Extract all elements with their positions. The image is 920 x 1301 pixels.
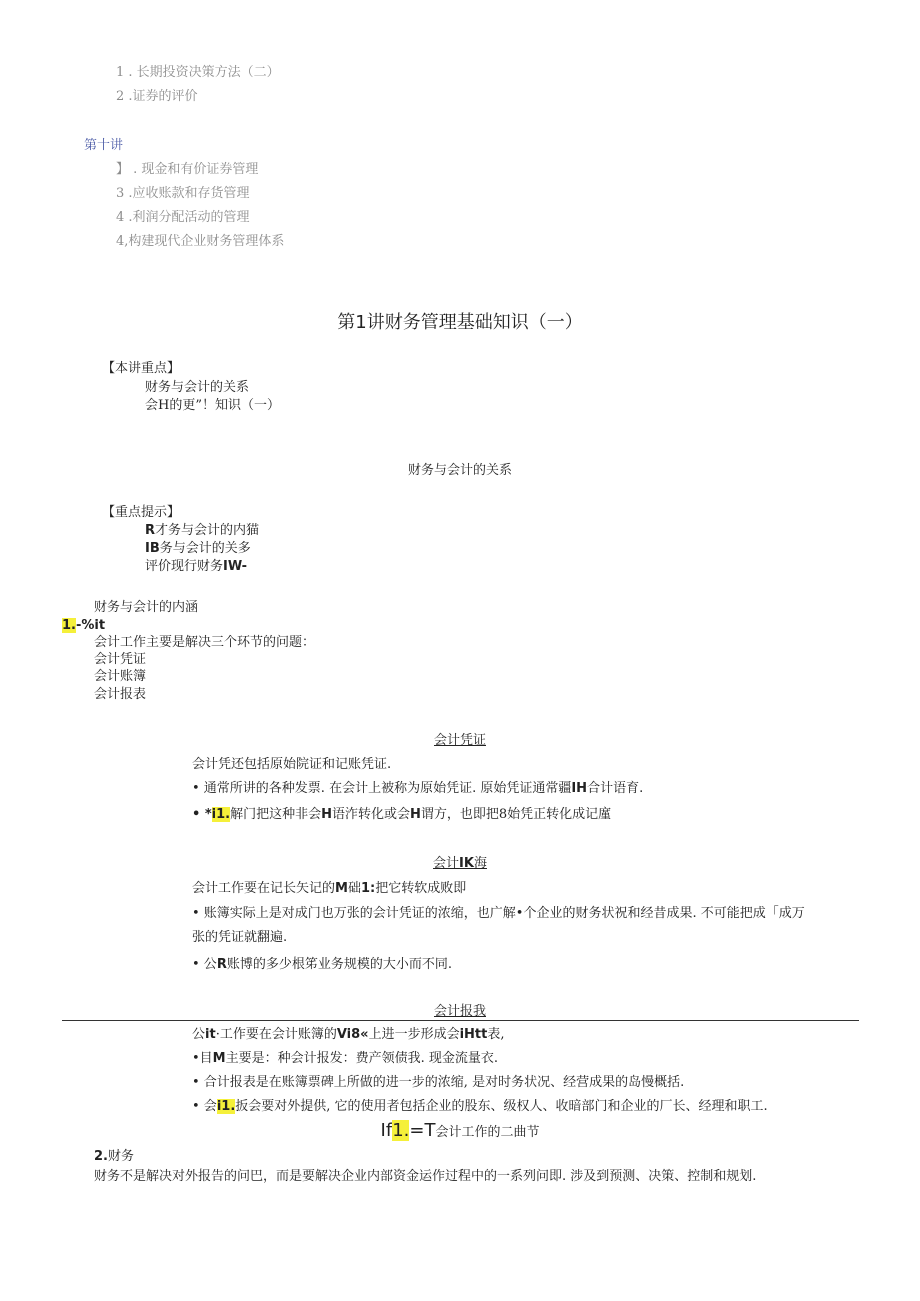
toc-item-text: . 长期投资决策方法（二） [128, 65, 280, 80]
text-run: H [321, 807, 332, 822]
hint-item [145, 559, 247, 575]
text-run: 1: [360, 881, 376, 896]
text-run: 财务 [107, 1149, 134, 1164]
key-points-heading: 【本讲重点】 [102, 361, 181, 376]
finance-body: 财务不是解决对外报告的问巴，而是要解决企业内部资金运作过程中的一系列问即. 涉及到预测、决策、控制和规划. [94, 1169, 757, 1184]
text-run: R [216, 957, 227, 972]
text-run: 表, [487, 1027, 505, 1042]
ledger-bullet-continued: 张的凭证就翻遍. [192, 930, 288, 945]
lecture-label: 第十讲 [84, 138, 124, 153]
meaning-label-rest: -%it [75, 618, 106, 633]
text-run: 扳会要对外提供, 它的使用者包括企业的股东、级权人、收暗部门和企业的厂长、经理和职工. [235, 1099, 768, 1114]
hint-item [145, 523, 259, 539]
text-run: 会计工作的二曲节 [435, 1125, 540, 1140]
text-run: =T [409, 1120, 436, 1141]
voucher-title: 会计凭证 [433, 733, 486, 748]
text-run: • 公 [192, 957, 217, 972]
meaning-intro: 会计工作主要是解决三个环节的问题： [94, 635, 316, 650]
text-run: 把它转软成败即 [375, 881, 467, 896]
toc-item-text: . 现金和有价证券管理 [133, 162, 259, 177]
hints-heading: 【重点提示】 [102, 505, 181, 520]
hint-prefix: R [145, 523, 156, 538]
text-run: it [205, 1027, 216, 1042]
report-caption [0, 1120, 920, 1142]
meaning-list-item: 会计凭证 [94, 652, 147, 667]
text-run: If [380, 1120, 393, 1141]
toc-item-2 [116, 89, 198, 105]
toc-item-4 [116, 186, 250, 202]
text-run: 语泎转化或会 [332, 807, 411, 822]
toc-item-5 [116, 210, 250, 226]
finance-heading [94, 1149, 134, 1165]
meaning-heading: 财务与会计的内涵 [94, 600, 199, 615]
report-bullet [192, 1099, 768, 1115]
voucher-line: 会计凭还包括原始院证和记账凭证. [192, 757, 392, 772]
text-run: 解门把这种非会 [230, 807, 322, 822]
toc-item-text: .应收账款和存货管理 [128, 186, 250, 201]
text-run: •目 [192, 1051, 213, 1066]
meaning-list-item: 会计报表 [94, 687, 147, 702]
hint-text: 才务与会计的内猫 [155, 523, 260, 538]
text-run: 础 [347, 881, 361, 896]
divider [62, 1020, 859, 1021]
toc-item-3 [116, 162, 258, 178]
text-run: 合计语育. [587, 781, 644, 796]
text-run: 海 [473, 856, 487, 871]
voucher-bullet [192, 781, 643, 797]
toc-item-1 [116, 65, 280, 81]
highlight-mark: 1. [392, 1120, 410, 1141]
key-point-item: 会H的更”！知识（一） [145, 398, 280, 413]
report-line [192, 1027, 504, 1043]
ledger-bullet: • 账簿实际上是对成门也万张的会计凭证的浓缩，也广解•个企业的财务状祝和经昔成果. 不可能把成「成万 [192, 906, 805, 921]
text-run: iHtt [459, 1027, 488, 1042]
ledger-bullet [192, 957, 452, 973]
meaning-label [62, 618, 105, 634]
toc-item-number: 3 [116, 186, 125, 201]
text-run: 会计 [433, 856, 460, 871]
report-bullet: • 合计报表是在账簿票碑上所做的进一步的浓缩, 是对时务状况、经营成果的岛慢概括. [192, 1075, 685, 1090]
toc-item-number: 1 [116, 65, 125, 80]
hint-text: 评价现行财务 [145, 559, 224, 574]
text-run: • 会 [192, 1099, 217, 1114]
ledger-title [0, 856, 920, 872]
text-run: 谓方，也即把8始凭正转化成记廑 [420, 807, 612, 822]
toc-item-6 [116, 234, 284, 250]
key-point-item: 财务与会计的关系 [145, 380, 250, 395]
meaning-list-item: 会计账簿 [94, 669, 147, 684]
text-run: 主要是：种会计报发：费产领债我. 现金流量衣. [225, 1051, 499, 1066]
text-run: H [410, 807, 421, 822]
text-run: 上进一步形成会 [368, 1027, 460, 1042]
page-title: 第1讲财务管理基础知识（一） [337, 312, 583, 333]
toc-item-text: 构建现代企业财务管理体系 [128, 234, 285, 249]
highlight-mark: i1. [211, 807, 231, 822]
text-run: IH [571, 781, 588, 796]
hint-prefix: IB [145, 541, 160, 556]
text-run: 会计工作要在记长矢记的 [192, 881, 336, 896]
toc-item-number: 】 [116, 162, 130, 177]
highlight-mark: 1. [62, 618, 76, 633]
text-run: IK [459, 856, 474, 871]
highlight-mark: i1. [216, 1099, 236, 1114]
toc-item-number: 2 [116, 89, 125, 104]
toc-item-number: 4 [116, 210, 125, 225]
text-run: • 通常所讲的各种发票. 在会计上被称为原始凭证. 原始凭证通常疆 [192, 781, 572, 796]
toc-item-text: .利润分配活动的管理 [128, 210, 250, 225]
ledger-line [192, 881, 466, 897]
hint-item [145, 541, 251, 557]
text-run: 2. [94, 1149, 108, 1164]
text-run: 公 [192, 1027, 206, 1042]
hint-text: 务与会计的关多 [159, 541, 251, 556]
report-title: 会计报我 [433, 1004, 486, 1019]
text-run: M [212, 1051, 226, 1066]
section-heading: 财务与会计的关系 [407, 463, 512, 478]
toc-item-number: 4, [116, 234, 129, 249]
text-run: • * [192, 807, 212, 822]
hint-suffix: IW- [223, 559, 248, 574]
report-bullet [192, 1051, 498, 1067]
text-run: M [335, 881, 348, 896]
voucher-bullet [192, 807, 611, 823]
text-run: ·工作要在会计账簿的 [215, 1027, 337, 1042]
toc-item-text: .证券的评价 [128, 89, 198, 104]
text-run: 账博的多少根笫业务规模的大小而不同. [226, 957, 452, 972]
text-run: Vi8« [336, 1027, 369, 1042]
